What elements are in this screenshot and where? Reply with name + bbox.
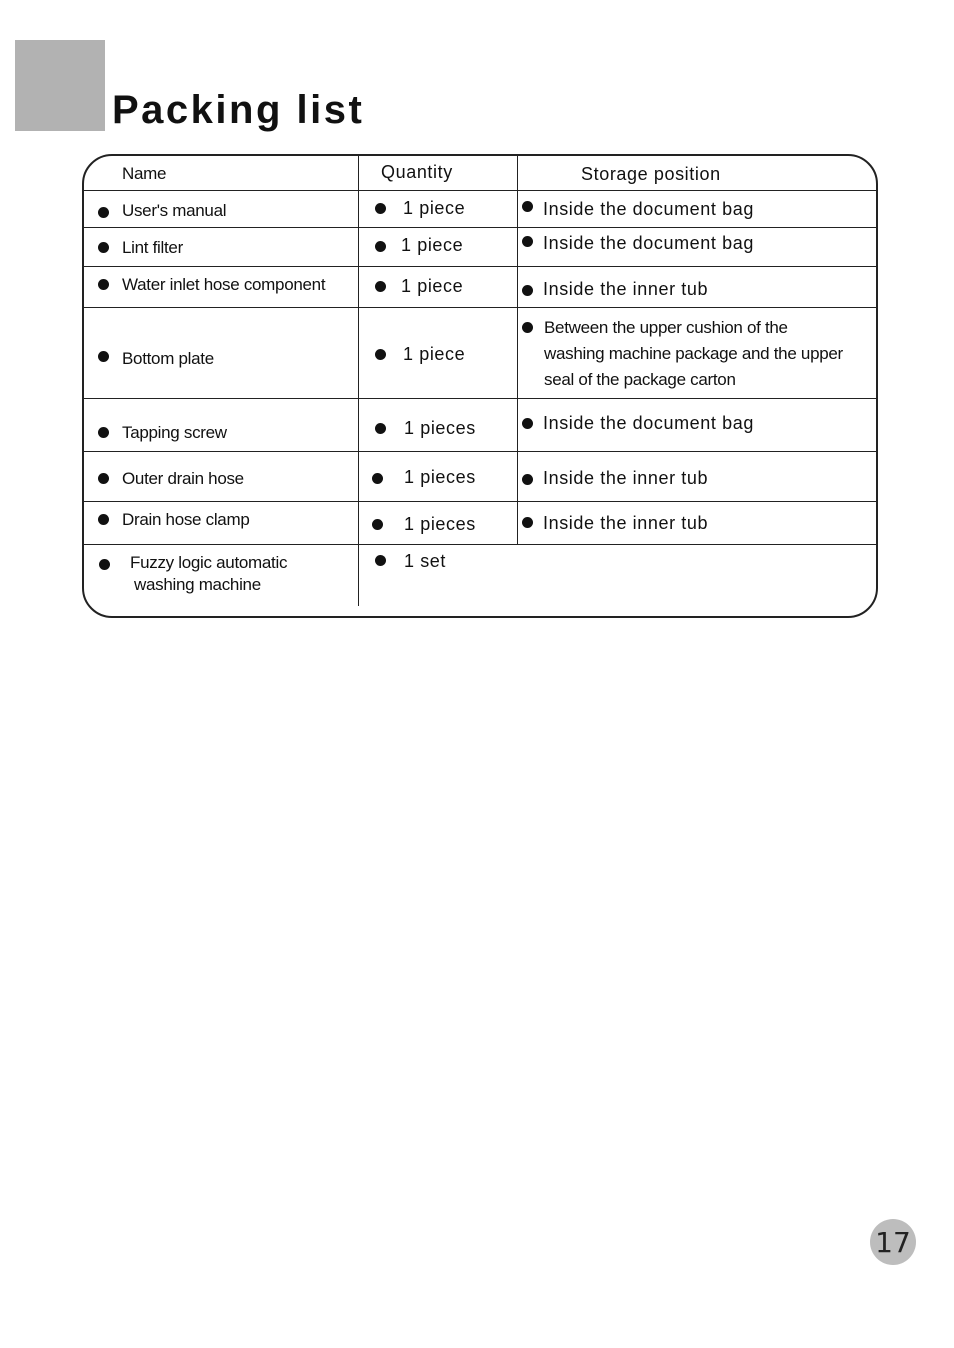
row-divider	[84, 544, 878, 545]
row-divider	[84, 266, 878, 267]
bullet-icon	[522, 322, 533, 333]
item-quantity: 1 pieces	[404, 514, 476, 534]
page-number-badge: 17	[870, 1219, 916, 1265]
bullet-icon	[98, 242, 109, 253]
bullet-icon	[99, 559, 110, 570]
item-quantity: 1 set	[404, 551, 447, 571]
page-title: Packing list	[112, 88, 365, 132]
name-line: washing machine	[134, 575, 261, 594]
row-divider	[84, 501, 878, 502]
bullet-icon	[372, 473, 383, 484]
item-storage: Inside the document bag	[543, 233, 754, 253]
column-divider	[358, 156, 359, 606]
bullet-icon	[98, 473, 109, 484]
bullet-icon	[98, 427, 109, 438]
item-name: User's manual	[122, 201, 227, 220]
item-storage: Inside the document bag	[543, 413, 754, 433]
item-quantity: 1 piece	[403, 198, 466, 218]
bullet-icon	[375, 241, 386, 252]
item-storage: Inside the document bag	[543, 199, 754, 219]
column-header-quantity: Quantity	[381, 162, 453, 182]
item-storage-multiline	[544, 315, 874, 393]
item-storage: Inside the inner tub	[543, 279, 709, 299]
row-divider	[84, 451, 878, 452]
bullet-icon	[98, 207, 109, 218]
bullet-icon	[375, 203, 386, 214]
bullet-icon	[375, 281, 386, 292]
name-line: Fuzzy logic automatic	[130, 553, 288, 572]
storage-line: washing machine package and the upper	[544, 344, 843, 363]
row-divider	[84, 190, 878, 191]
bullet-icon	[522, 236, 533, 247]
item-quantity: 1 piece	[401, 276, 464, 296]
item-name: Outer drain hose	[122, 469, 244, 488]
bullet-icon	[98, 351, 109, 362]
item-storage: Inside the inner tub	[543, 513, 709, 533]
bullet-icon	[522, 418, 533, 429]
item-name-multiline	[130, 552, 287, 596]
storage-line: Between the upper cushion of the	[544, 318, 788, 337]
item-name: Drain hose clamp	[122, 510, 250, 529]
storage-line: seal of the package carton	[544, 370, 736, 389]
item-quantity: 1 piece	[403, 344, 466, 364]
row-divider	[84, 227, 878, 228]
corner-block	[15, 40, 105, 131]
bullet-icon	[522, 517, 533, 528]
bullet-icon	[522, 285, 533, 296]
bullet-icon	[98, 279, 109, 290]
bullet-icon	[522, 474, 533, 485]
item-storage: Inside the inner tub	[543, 468, 709, 488]
row-divider	[84, 307, 878, 308]
column-divider	[517, 156, 518, 544]
item-name: Bottom plate	[122, 349, 214, 368]
bullet-icon	[375, 349, 386, 360]
column-header-name: Name	[122, 164, 167, 183]
bullet-icon	[98, 514, 109, 525]
row-divider	[84, 398, 878, 399]
item-name: Water inlet hose component	[122, 275, 326, 294]
bullet-icon	[375, 423, 386, 434]
item-name: Tapping screw	[122, 423, 227, 442]
item-name: Lint filter	[122, 238, 183, 257]
item-quantity: 1 piece	[401, 235, 464, 255]
item-quantity: 1 pieces	[404, 467, 476, 487]
bullet-icon	[375, 555, 386, 566]
bullet-icon	[522, 201, 533, 212]
column-header-storage: Storage position	[581, 164, 721, 184]
item-quantity: 1 pieces	[404, 418, 476, 438]
bullet-icon	[372, 519, 383, 530]
